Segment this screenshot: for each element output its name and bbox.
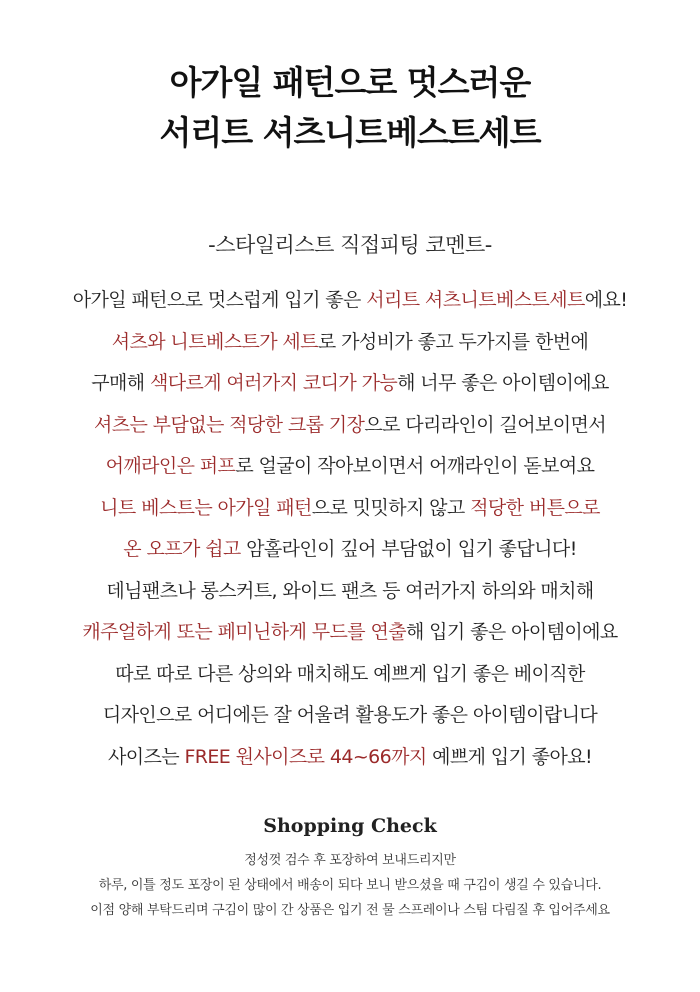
highlighted-text: FREE 원사이즈로 44~66까지 <box>184 745 427 768</box>
comment-text: 에요! <box>584 289 628 311</box>
comment-text: 해 입기 좋은 아이템이에요 <box>405 621 618 643</box>
highlighted-text: 서리트 셔츠니트베스트세트 <box>366 289 585 311</box>
comment-text: 으로 다리라인이 길어보이면서 <box>364 413 606 436</box>
highlighted-text: 어깨라인은 퍼프 <box>105 455 236 477</box>
comment-line <box>0 446 700 488</box>
highlighted-text: 온 오프가 쉽고 <box>123 538 241 560</box>
comment-line <box>0 571 700 613</box>
comment-line <box>0 488 700 530</box>
highlighted-text: 셔츠와 니트베스트가 세트 <box>111 330 318 353</box>
comment-line <box>0 529 700 571</box>
comment-text: 따로 따로 다른 상의와 매치해도 예쁘게 입기 좋은 베이직한 <box>115 662 585 685</box>
comment-line <box>0 612 700 654</box>
shopping-check-section <box>0 812 700 923</box>
shopping-check-line: 하루, 이틀 정도 포장이 된 상태에서 배송이 되다 보니 받으셨을 때 구김이 생길 수 있습니다. <box>98 878 602 893</box>
stylist-comment-body <box>0 280 700 778</box>
comment-text: 로 얼굴이 작아보이면서 어깨라인이 돋보여요 <box>235 455 595 477</box>
comment-line <box>0 695 700 737</box>
comment-line <box>0 322 700 364</box>
comment-text: 디자인으로 어디에든 잘 어울려 활용도가 좋은 아이템이랍니다 <box>102 704 598 726</box>
shopping-check-line: 정성껏 검수 후 포장하여 보내드리지만 <box>244 853 456 868</box>
shopping-check-title: Shopping Check <box>263 815 437 837</box>
comment-line <box>0 363 700 405</box>
comment-text: 해 너무 좋은 아이템이에요 <box>397 372 609 394</box>
stylist-comment-heading: -스타일리스트 직접피팅 코멘트- <box>208 233 492 257</box>
highlighted-text: 적당한 버튼으로 <box>470 496 600 519</box>
highlighted-text: 셔츠는 부담없는 적당한 크롭 기장 <box>93 413 365 436</box>
comment-line <box>0 654 700 696</box>
comment-text: 아가일 패턴으로 멋스럽게 입기 좋은 <box>72 289 367 311</box>
product-title-line-2: 서리트 셔츠니트베스트세트 <box>159 113 541 152</box>
comment-text: 예쁘게 입기 좋아요! <box>426 745 592 768</box>
highlighted-text: 캐주얼하게 또는 페미닌하게 무드를 연출 <box>82 621 406 643</box>
comment-text: 구매해 <box>91 372 150 394</box>
comment-text: 데님팬츠나 롱스커트, 와이드 팬츠 등 여러가지 하의와 매치해 <box>106 579 594 602</box>
product-title-line-1: 아가일 패턴으로 멋스러운 <box>169 63 531 102</box>
comment-text: 암홀라인이 깊어 부담없이 입기 좋답니다! <box>240 538 577 560</box>
comment-line <box>0 405 700 447</box>
highlighted-text: 니트 베스트는 아가일 패턴 <box>100 496 312 519</box>
shopping-check-line: 이점 양해 부탁드리며 구김이 많이 간 상품은 입기 전 물 스프레이나 스팀 다림질 후 입어주세요 <box>90 903 610 918</box>
comment-text: 으로 밋밋하지 않고 <box>311 496 471 519</box>
comment-text: 사이즈는 <box>107 745 185 768</box>
comment-line <box>0 737 700 779</box>
comment-line <box>0 280 700 322</box>
comment-text: 로 가성비가 좋고 두가지를 한번에 <box>317 330 589 353</box>
product-title <box>0 58 700 158</box>
highlighted-text: 색다르게 여러가지 코디가 가능 <box>149 372 398 394</box>
